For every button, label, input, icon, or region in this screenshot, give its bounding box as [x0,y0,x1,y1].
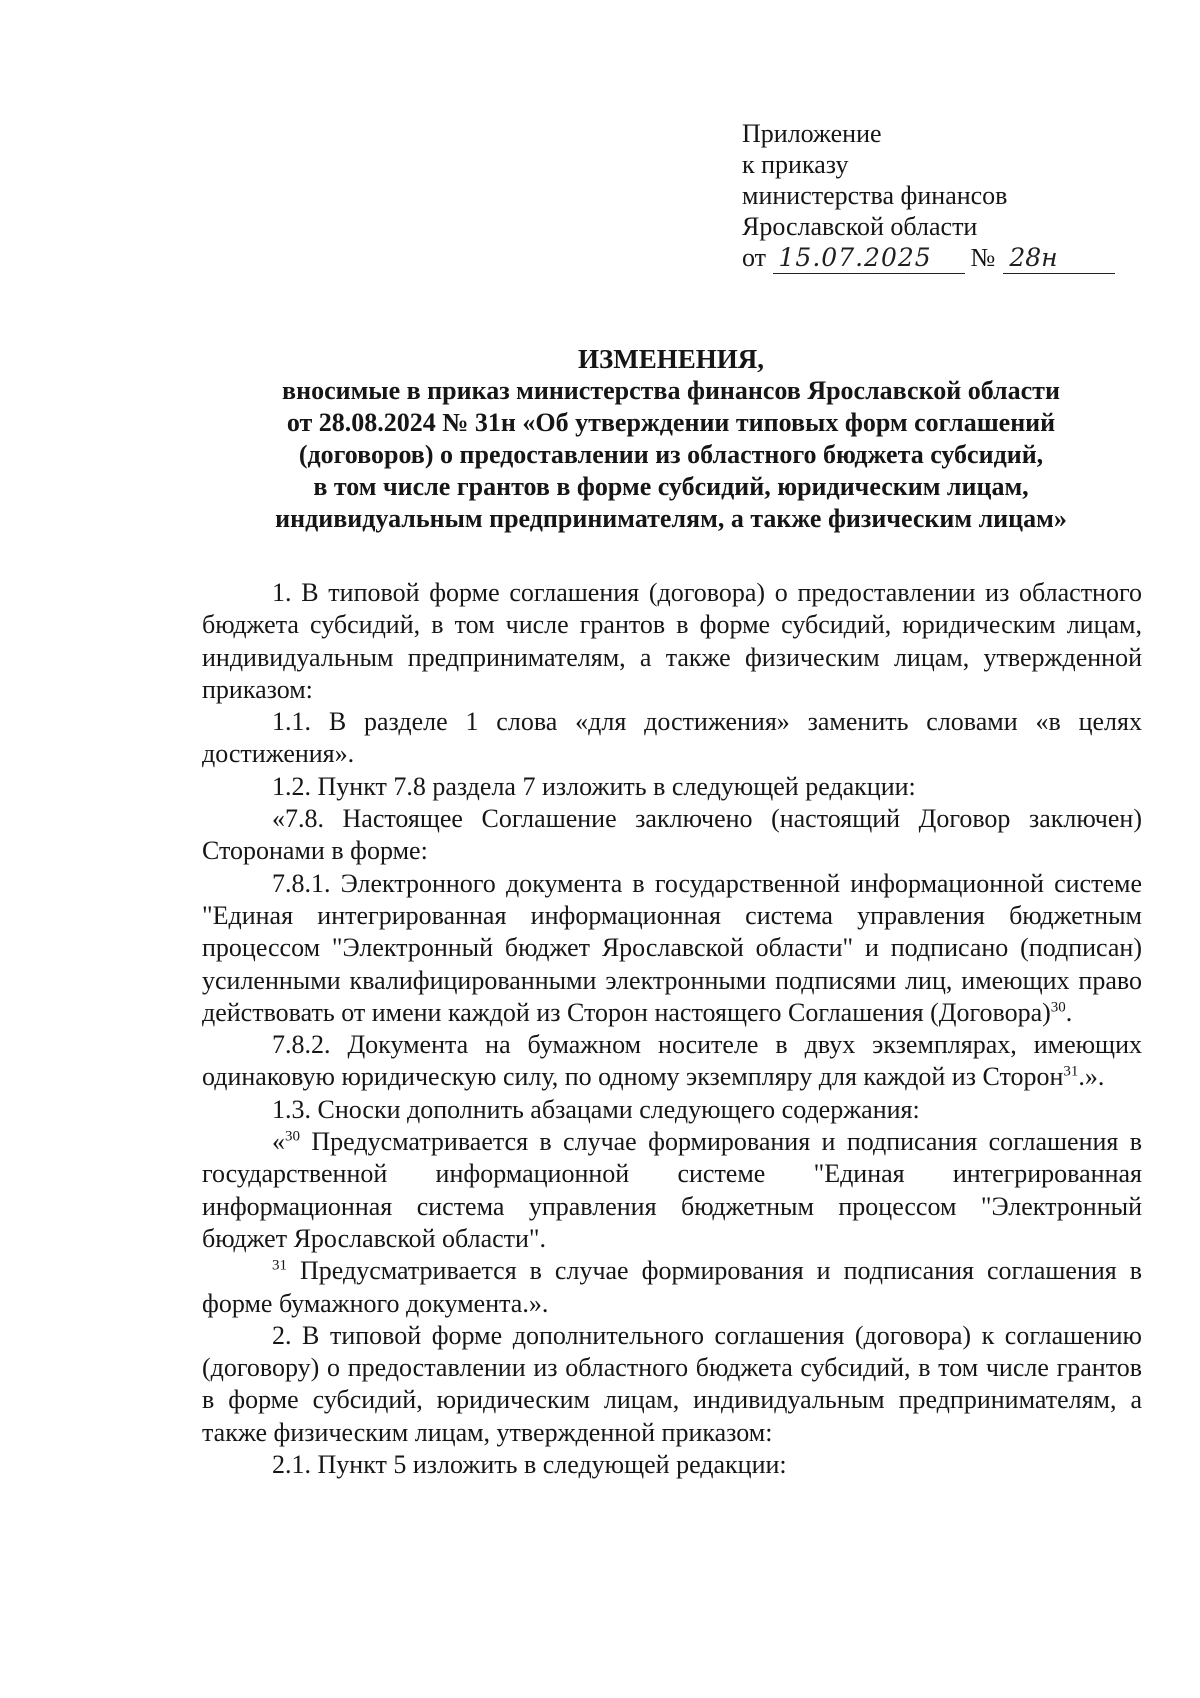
title-line-4: в том числе грантов в форме субсидий, юридическим лицам, [313,472,1029,501]
title-line-1: вносимые в приказ министерства финансов Ярославской области [282,376,1060,405]
number-sign: № [970,243,996,272]
paragraph-2-1: 2.1. Пункт 5 изложить в следующей редакции: [272,1450,787,1480]
annex-line-1: Приложение [742,119,882,148]
paragraph-7-8-2 [202,1029,1142,1094]
footnote-31-text: Предусматривается в случае формирования и подписания соглашения в форме бумажного документа.». [202,1256,1142,1318]
handwritten-number: 28н [1003,245,1115,274]
title-line-2: от 28.08.2024 № 31н «Об утверждении типовых форм соглашений [286,408,1056,437]
title-line-3: (договоров) о предоставлении из областного бюджета субсидий, [298,440,1044,469]
footnote-31-paragraph [202,1255,1142,1320]
title-heading: ИЗМЕНЕНИЯ, [577,344,764,374]
footnote-30-quote: « [272,1127,285,1157]
paragraph-7-8-2-end: .». [1078,1062,1105,1092]
footnote-ref-31: 31 [1063,1063,1079,1080]
paragraph-1-2: 1.2. Пункт 7.8 раздела 7 изложить в следующей редакции: [272,771,916,801]
annex-date-line [742,242,1142,274]
handwritten-date: 15.07.2025 [773,245,965,274]
footnote-ref-30: 30 [1050,999,1066,1016]
paragraph-1: 1. В типовой форме соглашения (договора) о предоставлении из областного бюджета субсидий, в том числе грантов в форме субсидий, юридическим лицам, индивидуальным предпринимателям, а также физическим лицам, утвержденной приказом: [202,578,1142,704]
from-label: от [742,243,767,272]
paragraph-7-8: «7.8. Настоящее Соглашение заключено (настоящий Договор заключен) Сторонами в форме: [202,804,1142,866]
paragraph-7-8-1 [202,868,1142,1029]
annex-block [742,118,1142,274]
paragraph-1-3: 1.3. Сноски дополнить абзацами следующего содержания: [272,1094,920,1124]
title-line-5: индивидуальным предпринимателям, а также физическим лицам» [275,504,1067,533]
annex-line-4: Ярославской области [742,212,978,241]
annex-line-2: к приказу [742,150,849,179]
paragraph-7-8-2-text: 7.8.2. Документа на бумажном носителе в двух экземплярах, имеющих одинаковую юридическую силу, по одному экземпляру для каждой из Сторон [202,1030,1142,1092]
footnote-31-mark: 31 [272,1257,287,1274]
paragraph-7-8-1-end: . [1065,997,1073,1027]
annex-line-3: министерства финансов [742,181,1008,210]
footnote-30-text: Предусматривается в случае формирования и подписания соглашения в государственной информационной системе "Единая интегрированная информационная система управления бюджетным процессом "Электронный бюджет Ярославской области". [202,1127,1142,1253]
paragraph-1-1: 1.1. В разделе 1 слова «для достижения» заменить словами «в целях достижения». [202,707,1142,769]
document-title [200,343,1142,535]
document-body [202,577,1142,1481]
paragraph-7-8-1-text: 7.8.1. Электронного документа в государственной информационной системе "Единая интегрированная информационная система управления бюджетным процессом "Электронный бюджет Ярославской области" и подписано (подписан) усиленными квалифицированными электронными подписями лиц, имеющих право действовать от имени каждой из Сторон настоящего Соглашения (Договора) [202,868,1142,1027]
paragraph-2: 2. В типовой форме дополнительного соглашения (договора) к соглашению (договору) о предоставлении из областного бюджета субсидий, в том числе грантов в форме субсидий, юридическим лицам, индивидуальным предпринимателям, а также физическим лицам, утвержденной приказом: [202,1320,1142,1447]
footnote-30-mark: 30 [285,1128,300,1145]
footnote-30-paragraph [202,1126,1142,1255]
